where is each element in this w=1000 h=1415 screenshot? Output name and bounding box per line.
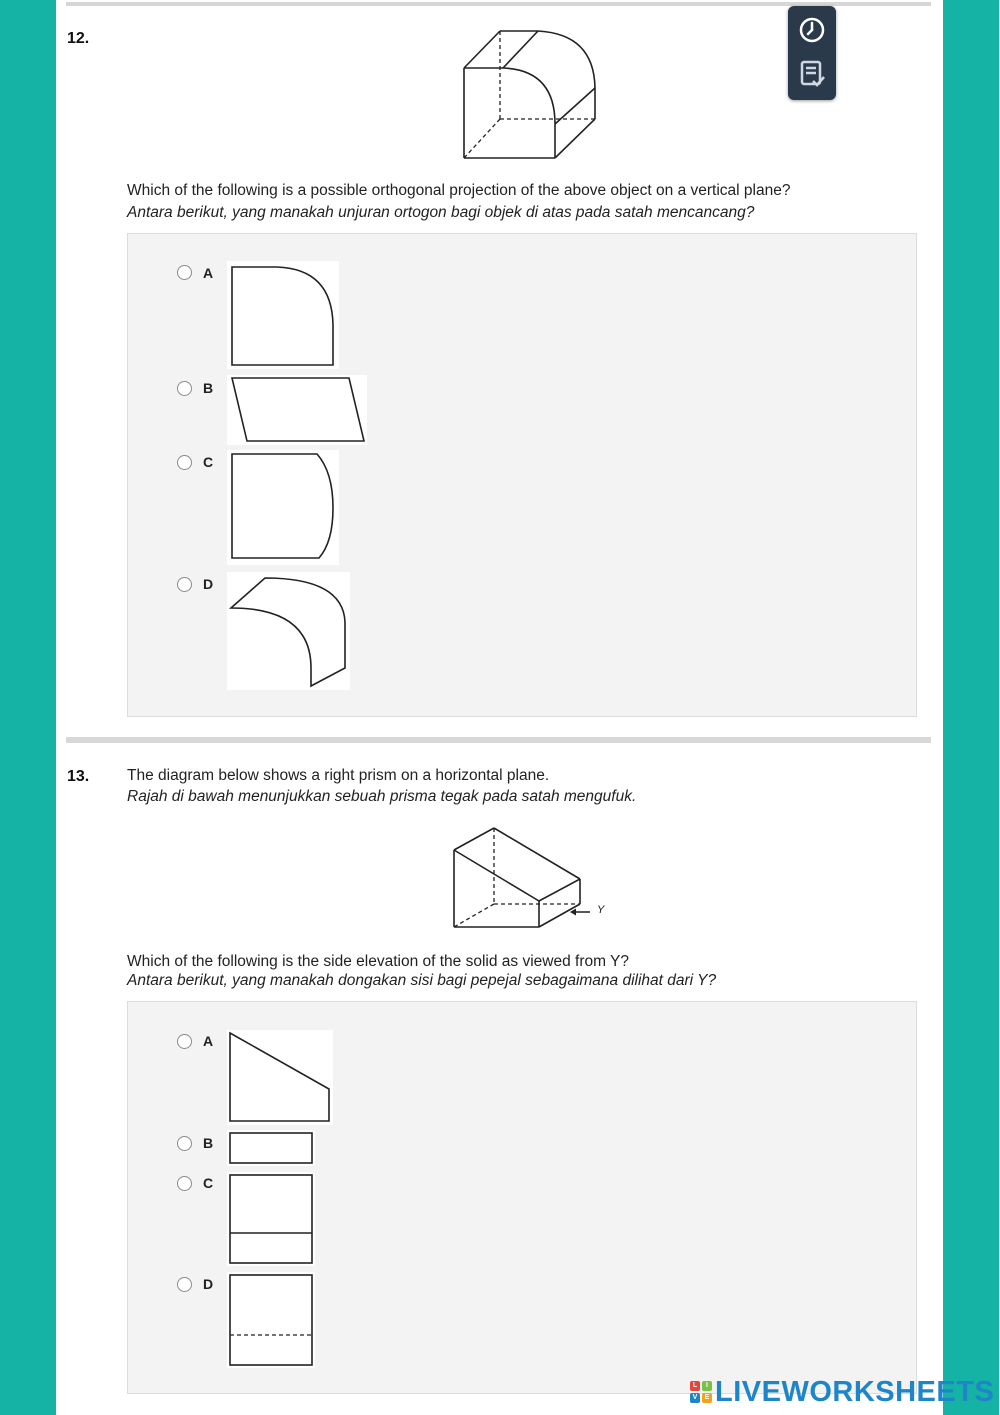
left-side-bar: [0, 0, 56, 1415]
question-12-prompt-english: Which of the following is a possible orthogonal projection of the above object on a vertical plane?: [127, 182, 791, 199]
question-12-option-a-label: A: [203, 265, 214, 281]
question-13-option-a-image[interactable]: [227, 1030, 333, 1125]
question-13-option-b-label: B: [203, 1135, 214, 1151]
question-13-prism-figure: [450, 824, 615, 932]
brand-mark-letter: V: [690, 1393, 700, 1403]
brand-mark-icon: [690, 1381, 712, 1403]
question-12-option-a-radio[interactable]: [177, 265, 192, 280]
question-13-option-a-radio[interactable]: [177, 1034, 192, 1049]
question-13-intro-english: The diagram below shows a right prism on a horizontal plane.: [127, 767, 550, 784]
question-13-option-c-image[interactable]: [227, 1172, 315, 1266]
question-13-number: 13.: [67, 768, 90, 785]
question-12-option-d-radio[interactable]: [177, 577, 192, 592]
question-12-option-d-image[interactable]: [227, 572, 350, 690]
checklist-button[interactable]: [794, 56, 830, 92]
question-12-option-c-label: C: [203, 454, 214, 470]
question-12-option-c-radio[interactable]: [177, 455, 192, 470]
question-12-option-b-label: B: [203, 380, 214, 396]
question-13-option-b-radio[interactable]: [177, 1136, 192, 1151]
question-13-option-d-radio[interactable]: [177, 1277, 192, 1292]
timer-icon: [794, 11, 830, 47]
right-side-bar: [943, 0, 999, 1415]
question-12-option-b-radio[interactable]: [177, 381, 192, 396]
question-13-prompt-english: Which of the following is the side elevation of the solid as viewed from Y?: [127, 953, 630, 970]
question-13-option-c-label: C: [203, 1175, 214, 1191]
question-12-option-b-image[interactable]: [227, 375, 367, 445]
question-13-intro-malay: Rajah di bawah menunjukkan sebuah prisma tegak pada satah mengufuk.: [127, 788, 637, 805]
brand-mark-letter: E: [702, 1393, 712, 1403]
timer-button[interactable]: [794, 11, 830, 47]
brand-mark-letter: L: [690, 1381, 700, 1391]
question-12-prompt-malay: Antara berikut, yang manakah unjuran ortogon bagi objek di atas pada satah mencancang?: [127, 204, 755, 221]
question-13-prompt-malay: Antara berikut, yang manakah dongakan sisi bagi pepejal sebagaimana dilihat dari Y?: [127, 972, 717, 989]
liveworksheets-logo[interactable]: [690, 1374, 994, 1410]
question-13-option-a-label: A: [203, 1033, 214, 1049]
question-12-option-d-label: D: [203, 576, 214, 592]
brand-name: LIVEWORKSHEETS: [715, 1375, 995, 1408]
checklist-icon: [794, 56, 830, 92]
question-13-option-b-image[interactable]: [227, 1130, 315, 1166]
question-12-option-c-image[interactable]: [227, 450, 339, 565]
brand-mark-letter: I: [702, 1381, 712, 1391]
question-13-option-c-radio[interactable]: [177, 1176, 192, 1191]
question-12-object-figure: [458, 26, 603, 161]
question-13-option-d-label: D: [203, 1276, 214, 1292]
tool-panel: [788, 6, 836, 100]
question-13-option-d-image[interactable]: [227, 1272, 315, 1368]
question-13-view-label: Y: [597, 904, 605, 916]
question-12-number: 12.: [67, 30, 90, 47]
question-12-option-a-image[interactable]: [227, 261, 339, 369]
question-divider: [66, 737, 931, 743]
